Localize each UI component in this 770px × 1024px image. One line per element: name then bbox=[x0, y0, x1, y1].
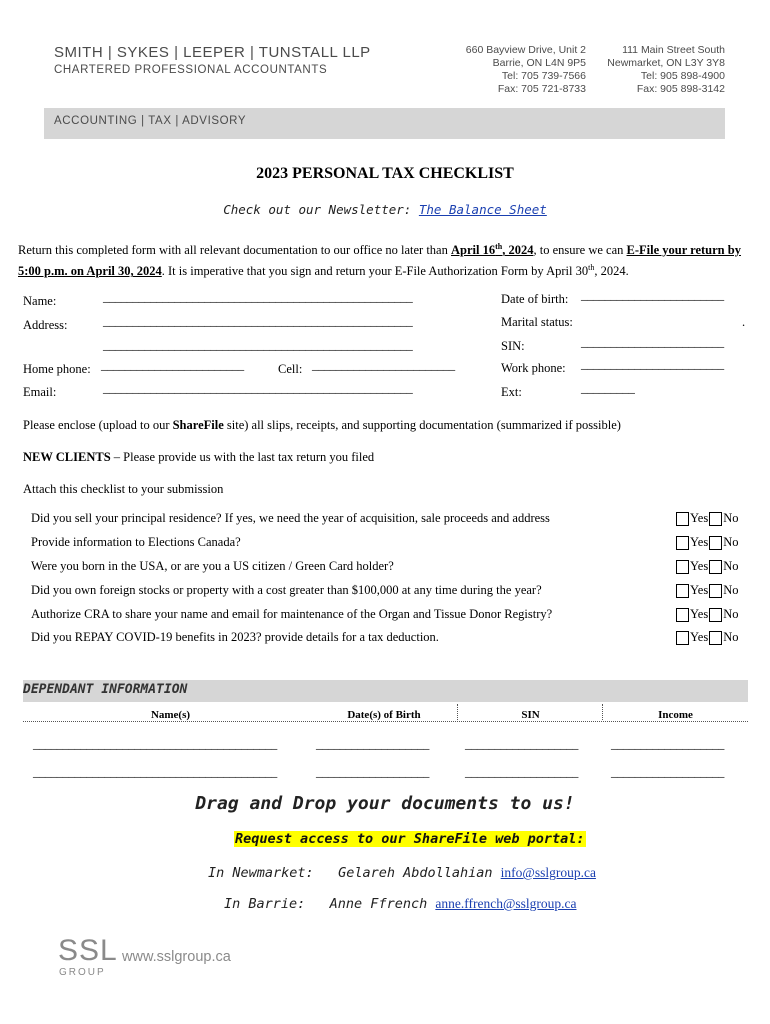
work-phone-field[interactable]: ________________________ bbox=[581, 357, 724, 371]
yes-no-group bbox=[676, 607, 738, 622]
sharefile-term: ShareFile bbox=[172, 418, 224, 432]
request-access-text: Request access to our ShareFile web portal: bbox=[235, 831, 585, 847]
barrie-email-link[interactable]: anne.ffrench@sslgroup.ca bbox=[435, 896, 577, 911]
newsletter-line bbox=[0, 202, 770, 217]
barrie-contact bbox=[224, 896, 577, 912]
question-6: Did you REPAY COVID-19 benefits in 2023? provide details for a tax deduction. bbox=[31, 630, 439, 644]
marital-label: Marital status: bbox=[501, 315, 573, 329]
dependant-name-field[interactable]: _________________________________________ bbox=[33, 737, 277, 751]
no-label: No bbox=[723, 535, 739, 549]
no-checkbox[interactable] bbox=[709, 608, 722, 622]
ext-field[interactable]: _________ bbox=[581, 381, 635, 395]
contact-location: In Newmarket: bbox=[208, 865, 314, 881]
question-3: Were you born in the USA, or are you a US citizen / Green Card holder? bbox=[31, 559, 394, 573]
newmarket-contact bbox=[208, 865, 596, 881]
address-line: Barrie, ON L4N 9P5 bbox=[492, 57, 586, 69]
yes-no-group bbox=[676, 511, 738, 526]
sin-field[interactable]: ________________________ bbox=[581, 335, 724, 349]
no-label: No bbox=[723, 511, 739, 525]
page-title: 2023 PERSONAL TAX CHECKLIST bbox=[256, 165, 514, 182]
ssl-logo: SSL bbox=[58, 934, 118, 967]
yes-label: Yes bbox=[690, 607, 709, 621]
yes-checkbox[interactable] bbox=[676, 631, 689, 645]
home-phone-label: Home phone: bbox=[23, 362, 91, 376]
fax-line: Fax: 705 721-8733 bbox=[497, 83, 586, 95]
phone-line: Tel: 705 739-7566 bbox=[501, 70, 586, 82]
email-label: Email: bbox=[23, 385, 57, 399]
yes-checkbox[interactable] bbox=[676, 608, 689, 622]
barrie-office-address bbox=[440, 44, 586, 96]
dob-label: Date of birth: bbox=[501, 292, 569, 306]
column-divider bbox=[602, 704, 603, 720]
no-checkbox[interactable] bbox=[709, 584, 722, 598]
column-divider bbox=[457, 704, 458, 720]
deadline-year: , 2024 bbox=[502, 243, 534, 258]
contact-name: Gelareh Abdollahian bbox=[338, 865, 493, 881]
ordinal-suffix: th bbox=[495, 242, 503, 251]
ext-label: Ext: bbox=[501, 385, 522, 399]
dependant-dob-field[interactable]: ___________________ bbox=[316, 765, 430, 779]
yes-checkbox[interactable] bbox=[676, 584, 689, 598]
address-line: 111 Main Street South bbox=[622, 44, 725, 56]
yes-checkbox[interactable] bbox=[676, 560, 689, 574]
question-1: Did you sell your principal residence? If yes, we need the year of acquisition, sale proceeds and address bbox=[31, 511, 550, 525]
yes-label: Yes bbox=[690, 511, 709, 525]
instruction-text: Please enclose (upload to our bbox=[23, 418, 170, 432]
dependant-sin-field[interactable]: ___________________ bbox=[465, 737, 579, 751]
yes-label: Yes bbox=[690, 630, 709, 644]
dependant-income-field[interactable]: ___________________ bbox=[611, 737, 725, 751]
enclose-instruction bbox=[23, 418, 621, 433]
home-phone-field[interactable]: ________________________ bbox=[101, 358, 244, 372]
no-checkbox[interactable] bbox=[709, 631, 722, 645]
yes-no-group bbox=[676, 559, 738, 574]
yes-no-group bbox=[676, 630, 738, 645]
address-line: Newmarket, ON L3Y 3Y8 bbox=[607, 57, 725, 69]
intro-text: , 2024. bbox=[594, 264, 629, 279]
yes-label: Yes bbox=[690, 559, 709, 573]
fax-line: Fax: 905 898-3142 bbox=[636, 83, 725, 95]
firm-subtitle: CHARTERED PROFESSIONAL ACCOUNTANTS bbox=[54, 64, 328, 76]
no-checkbox[interactable] bbox=[709, 536, 722, 550]
dependant-name-field[interactable]: _________________________________________ bbox=[33, 765, 277, 779]
intro-text: . It is imperative that you sign and return your E-File Authorization Form by April 30 bbox=[161, 264, 589, 279]
no-label: No bbox=[723, 559, 739, 573]
address-field[interactable]: ____________________________________________________ bbox=[103, 314, 413, 328]
header-divider bbox=[23, 721, 748, 722]
question-5: Authorize CRA to share your name and email for maintenance of the Organ and Tissue Donor Registry? bbox=[31, 607, 553, 621]
no-label: No bbox=[723, 607, 739, 621]
email-field[interactable]: ____________________________________________________ bbox=[103, 381, 413, 395]
no-checkbox[interactable] bbox=[709, 560, 722, 574]
no-checkbox[interactable] bbox=[709, 512, 722, 526]
sin-label: SIN: bbox=[501, 339, 525, 353]
question-2: Provide information to Elections Canada? bbox=[31, 535, 241, 549]
name-label: Name: bbox=[23, 294, 57, 308]
phone-line: Tel: 905 898-4900 bbox=[640, 70, 725, 82]
contact-name: Anne Ffrench bbox=[329, 896, 428, 912]
dob-field[interactable]: ________________________ bbox=[581, 288, 724, 302]
no-label: No bbox=[723, 583, 739, 597]
newsletter-link[interactable]: The Balance Sheet bbox=[418, 202, 547, 217]
intro-paragraph bbox=[18, 238, 754, 280]
yes-no-group bbox=[676, 535, 738, 550]
yes-label: Yes bbox=[690, 583, 709, 597]
dependant-dob-field[interactable]: ___________________ bbox=[316, 737, 430, 751]
newsletter-prefix: Check out our Newsletter: bbox=[223, 202, 412, 217]
address-label: Address: bbox=[23, 318, 68, 332]
website-url: www.sslgroup.ca bbox=[122, 949, 231, 965]
yes-label: Yes bbox=[690, 535, 709, 549]
efile-deadline: E-File your return by 5:00 p.m. on April 30, 2024 bbox=[18, 243, 741, 279]
drag-drop-heading: Drag and Drop your documents to us! bbox=[195, 793, 575, 814]
intro-text: , to ensure we can bbox=[533, 243, 624, 258]
instruction-text: site) all slips, receipts, and supporting documentation (summarized if possible) bbox=[226, 418, 621, 432]
yes-checkbox[interactable] bbox=[676, 536, 689, 550]
dependant-header-income: Income bbox=[658, 709, 693, 721]
dependant-sin-field[interactable]: ___________________ bbox=[465, 765, 579, 779]
dependant-header-name: Name(s) bbox=[150, 709, 191, 721]
firm-name: SMITH | SYKES | LEEPER | TUNSTALL LLP bbox=[54, 44, 371, 61]
name-field[interactable]: ____________________________________________________ bbox=[103, 290, 413, 304]
attach-instruction: Attach this checklist to your submission bbox=[23, 482, 224, 496]
instruction-text: – Please provide us with the last tax return you filed bbox=[113, 450, 375, 464]
ssl-logo-group: GROUP bbox=[59, 967, 106, 978]
work-phone-label: Work phone: bbox=[501, 361, 566, 375]
new-clients-term: NEW CLIENTS bbox=[23, 450, 111, 464]
ordinal-suffix: th bbox=[588, 263, 595, 273]
question-4: Did you own foreign stocks or property with a cost greater than $100,000 at any time during the year? bbox=[31, 583, 542, 597]
dependant-header-dob: Date(s) of Birth bbox=[347, 709, 421, 721]
yes-checkbox[interactable] bbox=[676, 512, 689, 526]
contact-location: In Barrie: bbox=[224, 896, 306, 912]
dependant-section-title: DEPENDANT INFORMATION bbox=[23, 682, 188, 697]
services-text: ACCOUNTING | TAX | ADVISORY bbox=[54, 115, 247, 127]
dependant-income-field[interactable]: ___________________ bbox=[611, 765, 725, 779]
address-field-2[interactable]: ____________________________________________________ bbox=[103, 338, 413, 352]
newmarket-office-address bbox=[590, 44, 725, 96]
marital-field[interactable]: . bbox=[742, 315, 746, 329]
cell-field[interactable]: ________________________ bbox=[312, 358, 455, 372]
deadline-date: April 16 bbox=[450, 243, 496, 258]
yes-no-group bbox=[676, 583, 738, 598]
no-label: No bbox=[723, 630, 739, 644]
newmarket-email-link[interactable]: info@sslgroup.ca bbox=[500, 865, 596, 880]
intro-text: Return this completed form with all relevant documentation to our office no later than bbox=[18, 243, 448, 258]
new-clients-instruction bbox=[23, 450, 374, 465]
dependant-header-sin: SIN bbox=[521, 709, 540, 721]
address-line: 660 Bayview Drive, Unit 2 bbox=[465, 44, 586, 56]
cell-label: Cell: bbox=[278, 362, 303, 376]
